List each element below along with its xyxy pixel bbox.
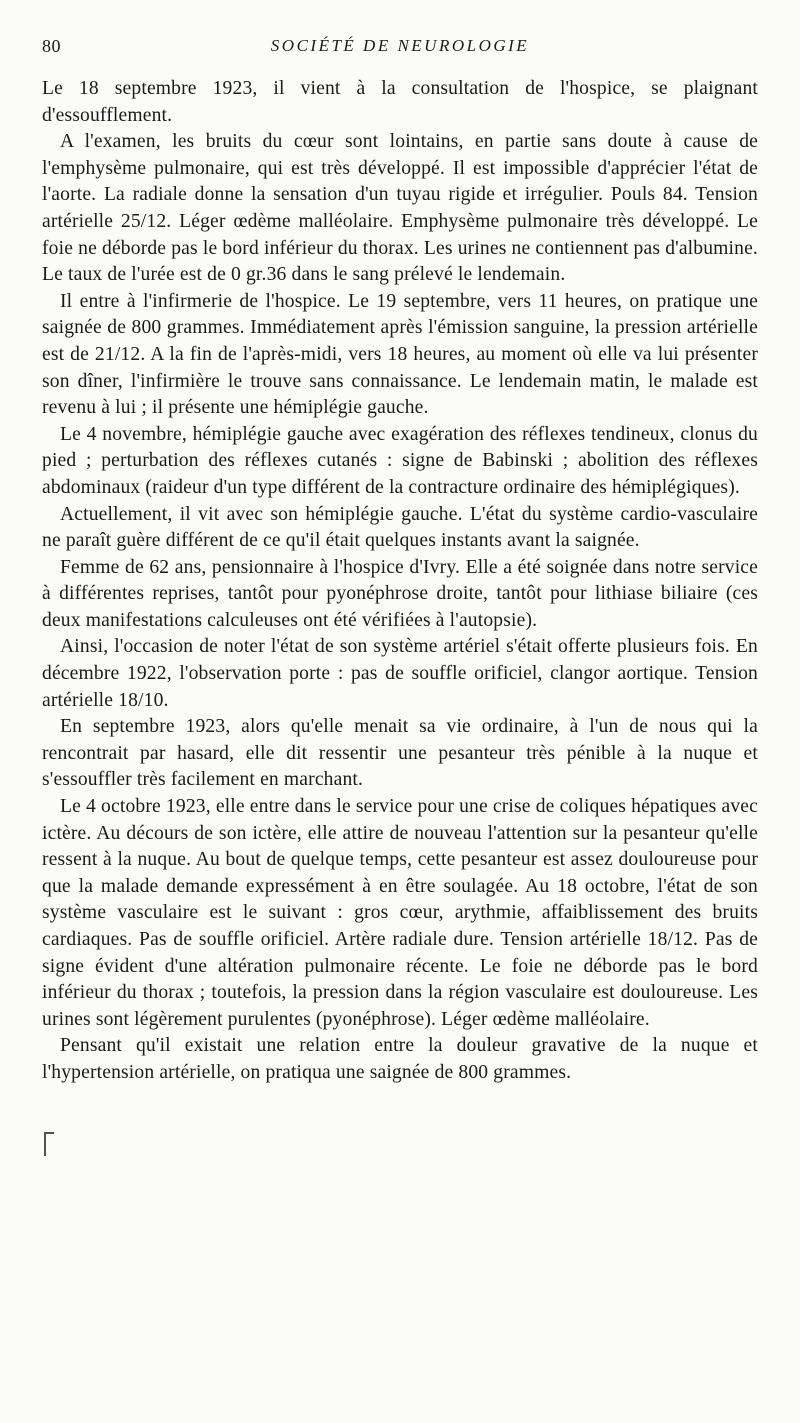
paragraph-bloodletting: Il entre à l'infirmerie de l'hospice. Le 19 septembre, vers 11 heures, on pratique une saignée de 800 grammes. Immédiatement après l'émission sanguine, la pression artérielle est de 21/12. A la fin de l'après-midi, vers 18 heures, au moment où elle va lui présenter son dîner, l'infirmière le trouve sans connaissance. Le lendemain matin, le malade est revenu à lui ; il présente une hémiplégie gauche. [42,290,758,419]
running-head [42,36,758,64]
paragraph-second-patient: Femme de 62 ans, pensionnaire à l'hospice d'Ivry. Elle a été soignée dans notre service à différentes reprises, tantôt pour pyonéphrose droite, tantôt pour lithiase biliaire (ces deux manifestations calculeuses ont été vérifiées à l'autopsie). [42,556,758,631]
paragraph-hepatic-colic: Le 4 octobre 1923, elle entre dans le service pour une crise de coliques hépatiques avec ictère. Au décours de son ictère, elle attire de nouveau l'attention sur la pesanteur qu'elle ressent à la nuque. Au bout de quelque temps, cette pesanteur est assez douloureuse pour que la malade demande expressément à en être soulagée. Au 18 octobre, l'état de son système vasculaire est le suivant : gros cœur, arythmie, affaiblissement des bruits cardiaques. Pas de souffle orificiel. Artère radiale dure. Tension artérielle 18/12. Pas de signe évident d'une altération pulmonaire récente. Le foie ne déborde pas le bord inférieur du thorax ; toutefois, la pression dans la région vasculaire est douloureuse. Les urines sont légèrement purulentes (pyonéphrose). Léger œdème malléolaire. [42,796,758,1030]
paragraph-hemiplegia: Le 4 novembre, hémiplégie gauche avec exagération des réflexes tendineux, clonus du pied ; perturbation des réflexes cutanés : signe de Babinski ; abolition des réflexes abdominaux (raideur d'un type différent de la contracture ordinaire des hémiplégiques). [42,423,758,498]
margin-bracket-mark [44,1132,54,1156]
paragraph-treatment: Pensant qu'il existait une relation entre la douleur gravative de la nuque et l'hypertension artérielle, on pratiqua une saignée de 800 grammes. [42,1035,758,1083]
paragraph-consultation: Le 18 septembre 1923, il vient à la consultation de l'hospice, se plaignant d'essoufflement. [42,78,758,126]
paragraph-current-state: Actuellement, il vit avec son hémiplégie gauche. L'état du système cardio-vasculaire ne paraît guère différent de ce qu'il était quelques instants avant la saignée. [42,503,758,552]
paragraph-neck-heaviness: En septembre 1923, alors qu'elle menait sa vie ordinaire, à l'un de nous qui la rencontrait par hasard, elle dit ressentir une pesanteur très pénible à la nuque et s'essouffler très facilement en marchant. [42,716,758,791]
journal-title: SOCIÉTÉ DE NEUROLOGIE [270,36,530,55]
body-text [42,76,758,1087]
paragraph-arterial-history: Ainsi, l'occasion de noter l'état de son système artériel s'était offerte plusieurs fois. En décembre 1922, l'observation porte : pas de souffle orificiel, clangor aortique. Tension artérielle 18/10. [42,636,758,711]
page-number: 80 [42,36,61,56]
paragraph-examination: A l'examen, les bruits du cœur sont lointains, en partie sans doute à cause de l'emphysème pulmonaire, qui est très développé. Il est impossible d'apprécier l'état de l'aorte. La radiale donne la sensation d'un tuyau rigide et irrégulier. Pouls 84. Tension artérielle 25/12. Léger œdème malléolaire. Emphysème pulmonaire très développé. Le foie ne déborde pas le bord inférieur du thorax. Les urines ne contiennent pas d'albumine. Le taux de l'urée est de 0 gr.36 dans le sang prélevé le lendemain. [42,131,758,286]
